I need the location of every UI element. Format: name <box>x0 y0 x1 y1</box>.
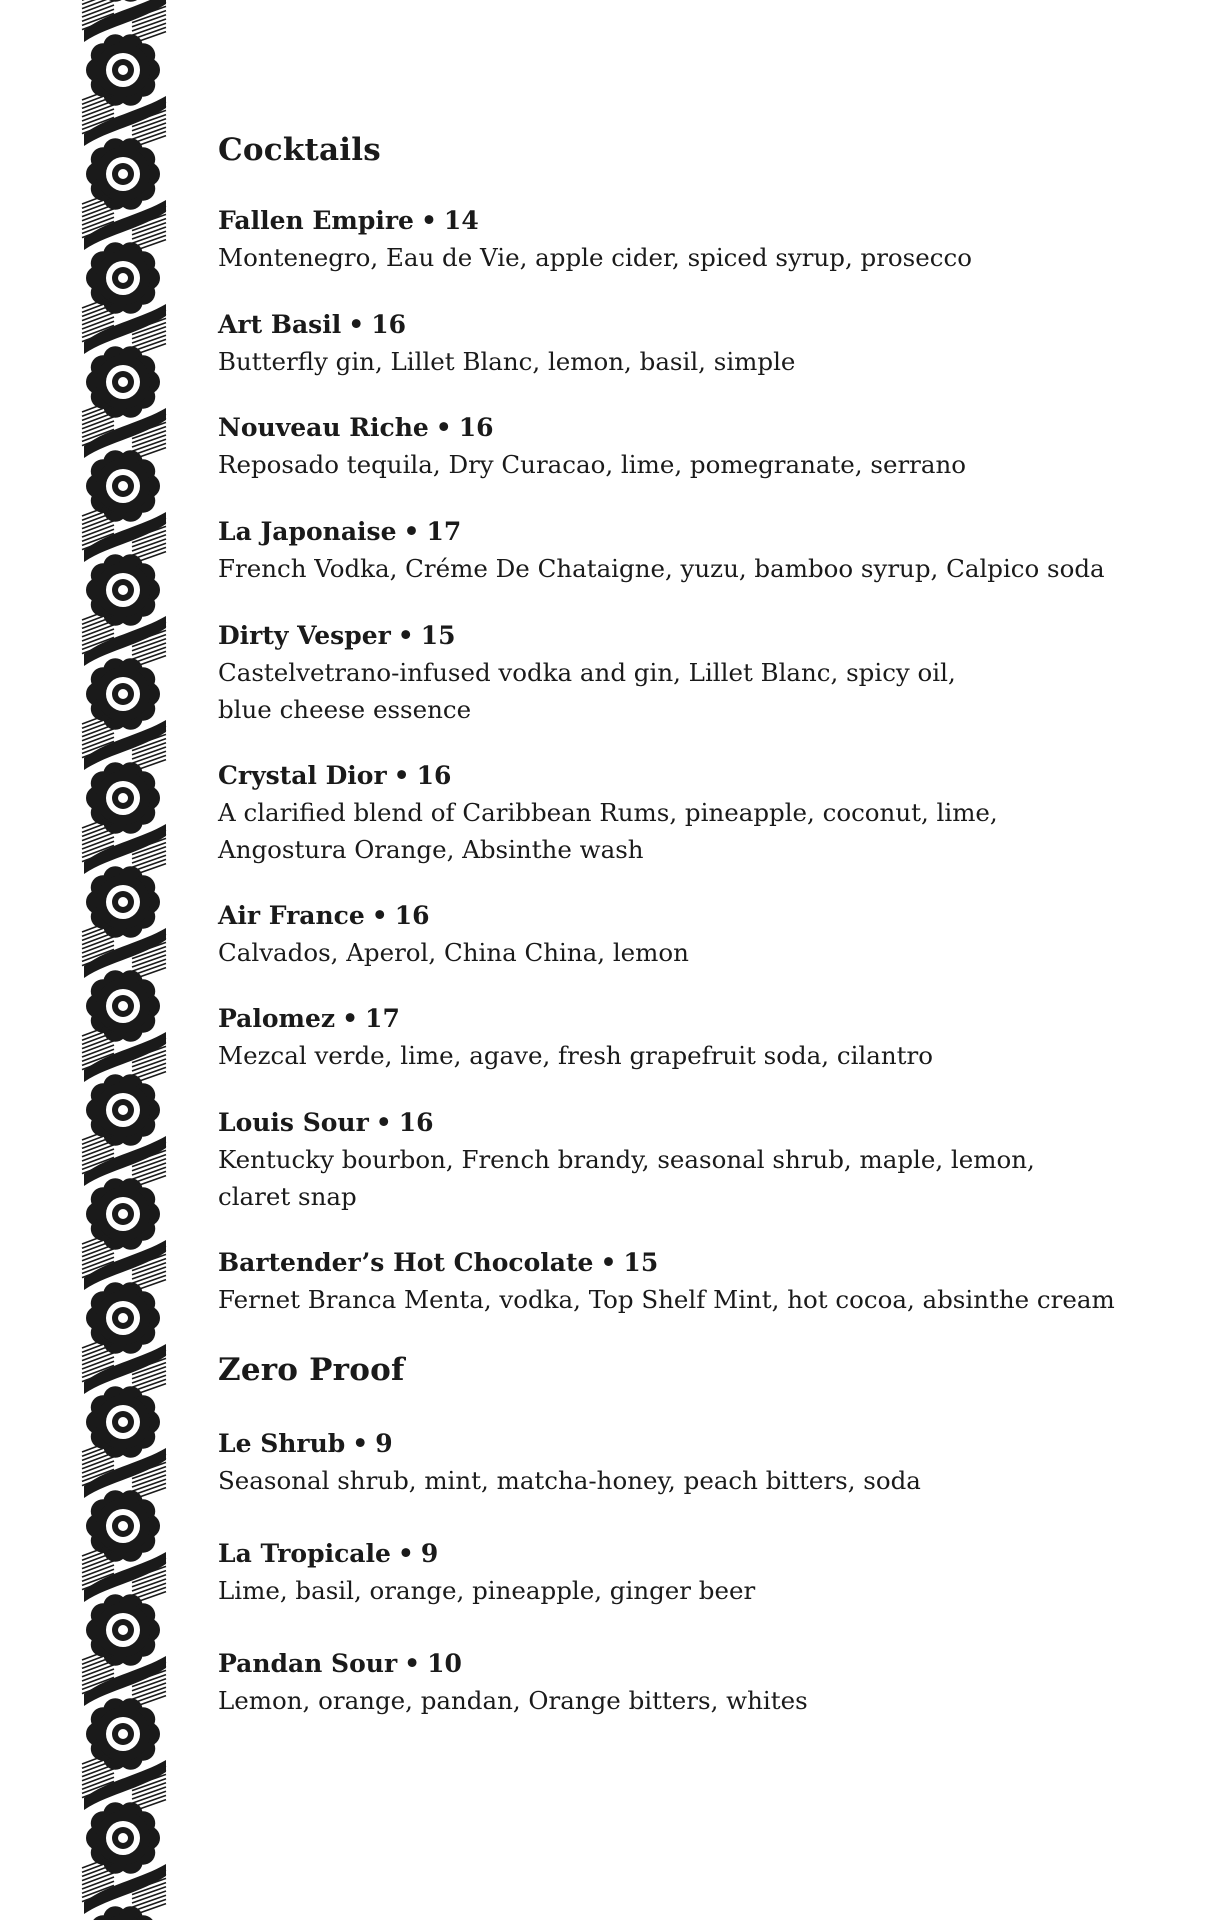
price-separator: • <box>375 1108 392 1137</box>
menu-item <box>218 514 1118 587</box>
price-separator: • <box>348 310 365 339</box>
menu-item-description: Lemon, orange, pandan, Orange bitters, whites <box>218 1686 808 1715</box>
menu-item-name: La Tropicale <box>218 1539 391 1568</box>
price-separator: • <box>371 901 388 930</box>
menu-item-price: 15 <box>420 621 456 650</box>
menu-item-description: Butterfly gin, Lillet Blanc, lemon, basil, simple <box>218 347 796 376</box>
menu-item-price: 10 <box>427 1649 462 1678</box>
menu-item-description: Castelvetrano-infused vodka and gin, Lillet Blanc, spicy oil, <box>218 658 956 687</box>
menu-item-name: Pandan Sour <box>218 1649 398 1678</box>
menu-item-description: Angostura Orange, Absinthe wash <box>218 835 644 864</box>
menu-item-heading <box>218 898 1118 934</box>
menu-item-heading <box>218 1105 1118 1141</box>
menu-item-price: 17 <box>365 1004 400 1033</box>
section-title: Zero Proof <box>218 1352 405 1388</box>
menu-item-description: Mezcal verde, lime, agave, fresh grapefruit soda, cilantro <box>218 1041 933 1070</box>
menu-item <box>218 898 1118 971</box>
menu-item <box>218 1646 1118 1719</box>
menu-item-price: 9 <box>420 1539 439 1568</box>
menu-item <box>218 410 1118 483</box>
menu-item-name: Nouveau Riche <box>218 413 429 442</box>
price-separator: • <box>342 1004 359 1033</box>
price-separator: • <box>397 1539 414 1568</box>
menu-item <box>218 618 1118 728</box>
menu-item-price: 16 <box>458 413 494 442</box>
flower-motif-icon <box>86 1906 160 1920</box>
menu-item <box>218 1536 1118 1609</box>
price-separator: • <box>420 206 437 235</box>
menu-item-heading <box>218 1245 1118 1281</box>
menu-item-description: Calvados, Aperol, China China, lemon <box>218 938 689 967</box>
menu-item <box>218 307 1118 380</box>
price-separator: • <box>404 1649 421 1678</box>
menu-item <box>218 1001 1118 1074</box>
decorative-border <box>80 0 170 1920</box>
menu-item-heading <box>218 514 1118 550</box>
menu-item-price: 17 <box>426 517 462 546</box>
menu-item-name: Crystal Dior <box>218 761 387 790</box>
menu-item-description: French Vodka, Créme De Chataigne, yuzu, bamboo syrup, Calpico soda <box>218 554 1105 583</box>
menu-item-name: Louis Sour <box>218 1108 369 1137</box>
menu-item <box>218 1426 1118 1499</box>
price-separator: • <box>397 621 414 650</box>
menu-item-description: claret snap <box>218 1182 357 1211</box>
menu-item-name: Dirty Vesper <box>218 621 391 650</box>
price-separator: • <box>435 413 452 442</box>
menu-item-name: Bartender’s Hot Chocolate <box>218 1248 594 1277</box>
menu-item-heading <box>218 618 1118 654</box>
price-separator: • <box>600 1248 617 1277</box>
menu-item-name: La Japonaise <box>218 517 397 546</box>
menu-item-heading <box>218 1426 1118 1462</box>
menu-item-heading <box>218 307 1118 343</box>
menu-item-heading <box>218 1536 1118 1572</box>
menu-item-description: Kentucky bourbon, French brandy, seasonal shrub, maple, lemon, <box>218 1145 1035 1174</box>
flower-stripe-border-icon <box>80 0 170 1920</box>
menu-item-description: Seasonal shrub, mint, matcha-honey, peach bitters, soda <box>218 1466 921 1495</box>
price-separator: • <box>403 517 420 546</box>
menu-item-description: Montenegro, Eau de Vie, apple cider, spiced syrup, prosecco <box>218 243 972 272</box>
menu-item-name: Art Basil <box>218 310 342 339</box>
menu-item <box>218 1245 1118 1318</box>
menu-item-description: Fernet Branca Menta, vodka, Top Shelf Mint, hot cocoa, absinthe cream <box>218 1285 1115 1314</box>
menu-item-name: Le Shrub <box>218 1429 346 1458</box>
menu-item-price: 14 <box>443 206 479 235</box>
menu-item-description: Lime, basil, orange, pineapple, ginger beer <box>218 1576 756 1605</box>
menu-item-description: blue cheese essence <box>218 695 472 724</box>
menu-item <box>218 203 1118 276</box>
menu-item-heading <box>218 1646 1118 1682</box>
section-title: Cocktails <box>218 132 381 168</box>
menu-item-heading <box>218 203 1118 239</box>
menu-item <box>218 758 1118 868</box>
menu-item-price: 16 <box>394 901 430 930</box>
menu-item-price: 15 <box>623 1248 659 1277</box>
menu-item-description: Reposado tequila, Dry Curacao, lime, pomegranate, serrano <box>218 450 967 479</box>
menu-item-heading <box>218 1001 1118 1037</box>
menu-item-name: Air France <box>218 901 365 930</box>
menu-item-price: 16 <box>416 761 452 790</box>
menu-item-description: A clarified blend of Caribbean Rums, pineapple, coconut, lime, <box>218 798 998 827</box>
menu-item-price: 9 <box>375 1429 393 1458</box>
menu-item-heading <box>218 758 1118 794</box>
menu-item-heading <box>218 410 1118 446</box>
price-separator: • <box>393 761 410 790</box>
menu-item-price: 16 <box>398 1108 434 1137</box>
menu-item <box>218 1105 1118 1215</box>
price-separator: • <box>352 1429 369 1458</box>
menu-item-price: 16 <box>371 310 406 339</box>
menu-item-name: Fallen Empire <box>218 206 414 235</box>
menu-item-name: Palomez <box>218 1004 336 1033</box>
